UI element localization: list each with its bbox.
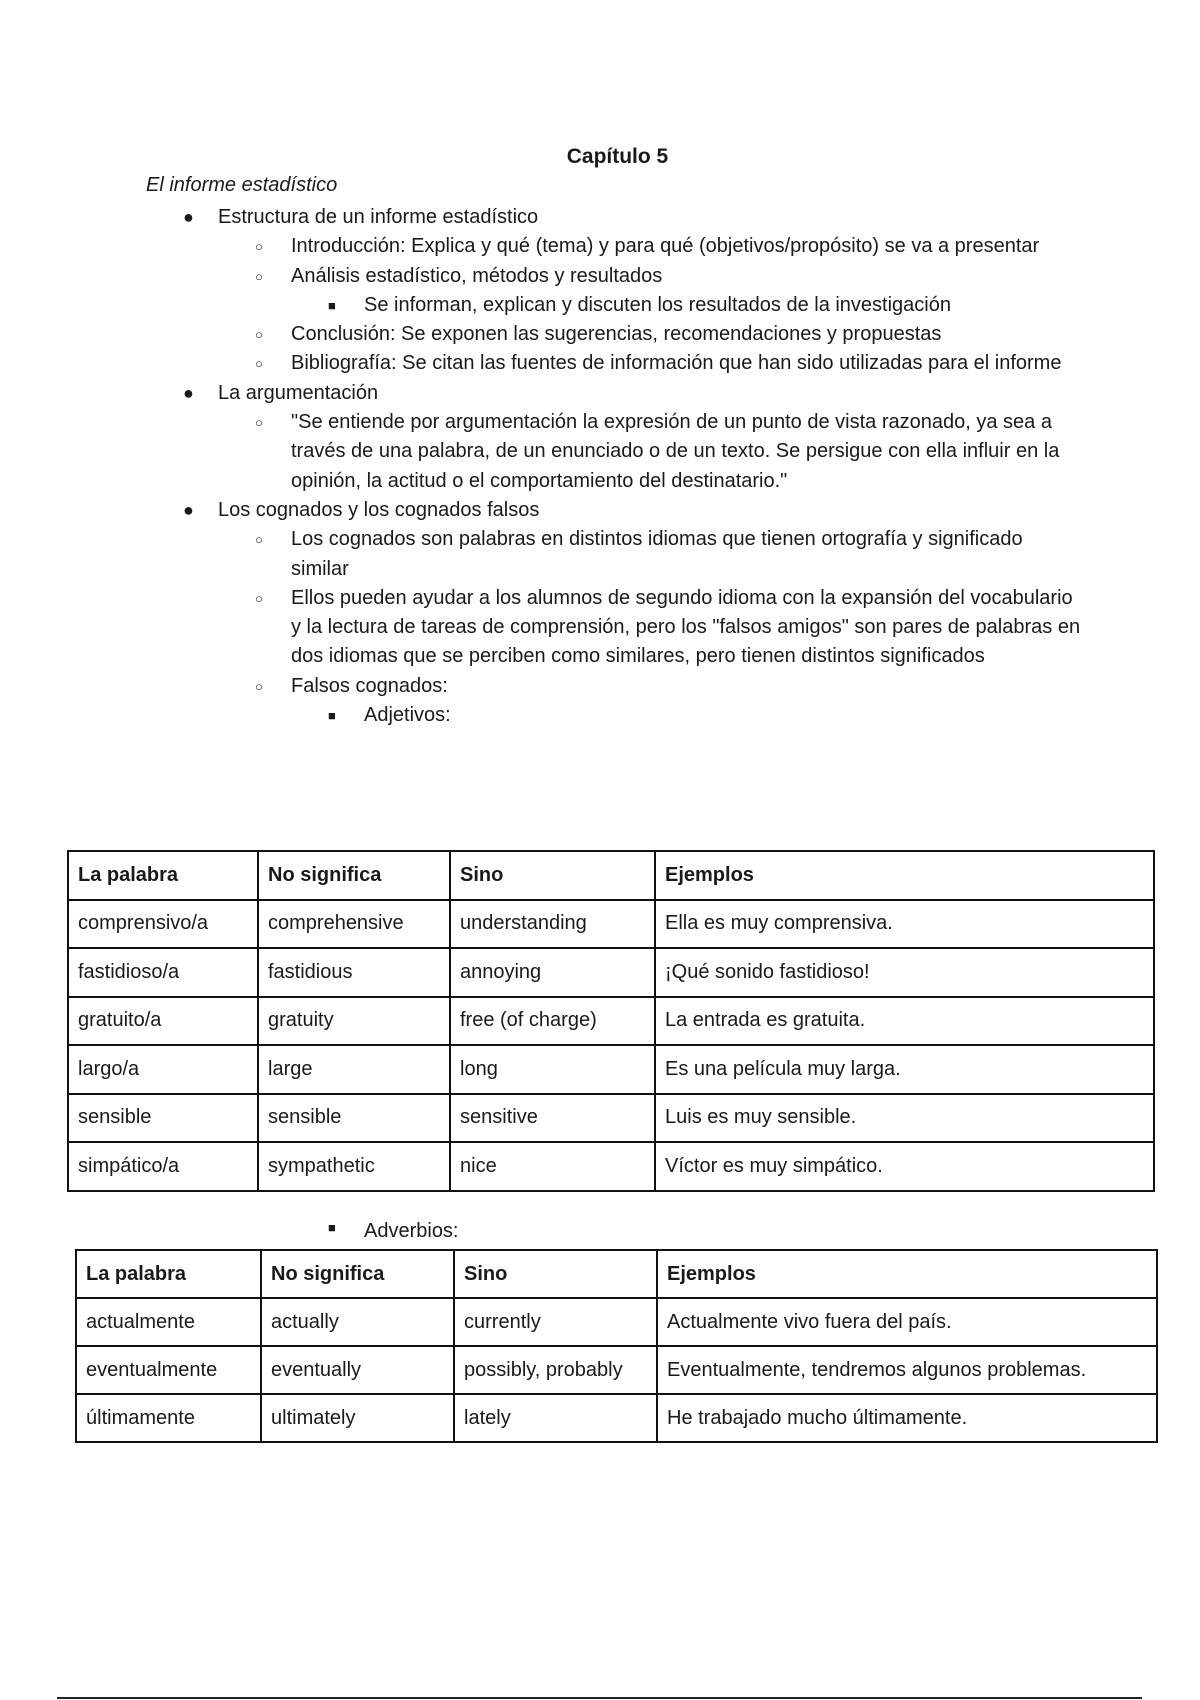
outline-item-text: Adjetivos: bbox=[364, 704, 451, 727]
square-bullet-icon: ■ bbox=[328, 1220, 336, 1235]
table-cell: sensible bbox=[258, 1094, 450, 1143]
outline-item-level-2 bbox=[0, 672, 1081, 701]
outline-item-text: Estructura de un informe estadístico bbox=[218, 206, 539, 228]
outline-item-text: Análisis estadístico, métodos y resultados bbox=[291, 264, 663, 287]
table-cell: fastidious bbox=[258, 948, 450, 997]
table-cell: eventualmente bbox=[76, 1346, 261, 1394]
filled-circle-bullet-icon: ● bbox=[183, 207, 194, 227]
outline-item-text: "Se entiende por argumentación la expresión de un punto de vista razonado, ya sea a través de una palabra, de un enunciado o de un texto. Se persigue con ella influir en la opinión, la actitud o el comportamiento del destinatario." bbox=[291, 411, 1060, 492]
table-row bbox=[76, 1394, 1157, 1442]
outline-item-level-2 bbox=[0, 525, 1081, 584]
table-row bbox=[76, 1298, 1157, 1346]
table-cell: currently bbox=[454, 1298, 657, 1346]
table-cell: comprensivo/a bbox=[68, 900, 258, 949]
table-cell: Eventualmente, tendremos algunos problemas. bbox=[657, 1346, 1157, 1394]
table-cell: long bbox=[450, 1045, 655, 1094]
adjectives-table bbox=[67, 850, 1155, 1192]
table-cell: free (of charge) bbox=[450, 997, 655, 1046]
table-cell: sensible bbox=[68, 1094, 258, 1143]
table-cell: lately bbox=[454, 1394, 657, 1442]
header-cell: No significa bbox=[258, 851, 450, 900]
table-cell: Ella es muy comprensiva. bbox=[655, 900, 1154, 949]
table-cell: nice bbox=[450, 1142, 655, 1191]
footer-divider bbox=[57, 1697, 1142, 1699]
table-cell: actually bbox=[261, 1298, 454, 1346]
outline-item-level-1 bbox=[0, 203, 1200, 232]
adverbs-label bbox=[328, 1220, 459, 1243]
table-cell: comprehensive bbox=[258, 900, 450, 949]
table-row bbox=[68, 1142, 1154, 1191]
table-row bbox=[68, 948, 1154, 997]
table-row bbox=[68, 900, 1154, 949]
table-cell: annoying bbox=[450, 948, 655, 997]
outline-item-text: Introducción: Explica y qué (tema) y para qué (objetivos/propósito) se va a presentar bbox=[291, 235, 1040, 258]
outline-item-level-2 bbox=[0, 584, 1081, 672]
section-subtitle: El informe estadístico bbox=[146, 174, 338, 196]
header-cell: Sino bbox=[450, 851, 655, 900]
hollow-circle-bullet-icon: ○ bbox=[255, 532, 263, 548]
hollow-circle-bullet-icon: ○ bbox=[255, 327, 263, 343]
outline-item-level-3 bbox=[0, 291, 1084, 320]
table-cell: fastidioso/a bbox=[68, 948, 258, 997]
outline-item-text: Ellos pueden ayudar a los alumnos de segundo idioma con la expansión del vocabulario y la lectura de tareas de comprensión, pero los "falsos amigos" son pares de palabras en dos idiomas que se perciben como similares, pero tienen distintos significados bbox=[291, 586, 1081, 668]
table-cell: eventually bbox=[261, 1346, 454, 1394]
table-cell: Actualmente vivo fuera del país. bbox=[657, 1298, 1157, 1346]
outline-item-level-1 bbox=[0, 379, 1200, 408]
table-cell: understanding bbox=[450, 900, 655, 949]
hollow-circle-bullet-icon: ○ bbox=[255, 239, 263, 255]
notes-outline bbox=[0, 203, 1200, 730]
header-cell: La palabra bbox=[76, 1250, 261, 1298]
outline-item-text: Bibliografía: Se citan las fuentes de información que han sido utilizadas para el informe bbox=[291, 352, 1062, 375]
table-cell: La entrada es gratuita. bbox=[655, 997, 1154, 1046]
table-cell: ¡Qué sonido fastidioso! bbox=[655, 948, 1154, 997]
outline-item-text: La argumentación bbox=[218, 381, 379, 404]
table-cell: largo/a bbox=[68, 1045, 258, 1094]
table-cell: gratuito/a bbox=[68, 997, 258, 1046]
table-cell: actualmente bbox=[76, 1298, 261, 1346]
outline-item-text: Los cognados y los cognados falsos bbox=[218, 498, 540, 521]
table-row bbox=[68, 1045, 1154, 1094]
hollow-circle-bullet-icon: ○ bbox=[255, 268, 263, 284]
square-bullet-icon: ■ bbox=[328, 708, 336, 724]
table-cell: sympathetic bbox=[258, 1142, 450, 1191]
outline-item-level-3 bbox=[0, 701, 1084, 730]
table-cell: He trabajado mucho últimamente. bbox=[657, 1394, 1157, 1442]
outline-item-level-2 bbox=[0, 262, 1081, 291]
table-cell: Víctor es muy simpático. bbox=[655, 1142, 1154, 1191]
adverbs-label-text: Adverbios: bbox=[364, 1220, 459, 1242]
table-row bbox=[76, 1346, 1157, 1394]
hollow-circle-bullet-icon: ○ bbox=[255, 678, 263, 694]
page-title: Capítulo 5 bbox=[566, 145, 669, 168]
header-cell: No significa bbox=[261, 1250, 454, 1298]
outline-item-text: Falsos cognados: bbox=[291, 674, 448, 697]
filled-circle-bullet-icon: ● bbox=[183, 499, 194, 520]
table-cell: últimamente bbox=[76, 1394, 261, 1442]
header-cell: Ejemplos bbox=[655, 851, 1154, 900]
header-cell: Sino bbox=[454, 1250, 657, 1298]
square-bullet-icon: ■ bbox=[328, 297, 336, 313]
outline-item-level-2 bbox=[0, 349, 1081, 378]
hollow-circle-bullet-icon: ○ bbox=[255, 590, 263, 606]
header-cell: La palabra bbox=[68, 851, 258, 900]
filled-circle-bullet-icon: ● bbox=[183, 382, 194, 403]
outline-item-text: Se informan, explican y discuten los resultados de la investigación bbox=[364, 293, 951, 316]
outline-item-text: Los cognados son palabras en distintos idiomas que tienen ortografía y significado similar bbox=[291, 528, 1023, 580]
table-cell: large bbox=[258, 1045, 450, 1094]
table-header-row bbox=[76, 1250, 1157, 1298]
table-cell: possibly, probably bbox=[454, 1346, 657, 1394]
table-cell: ultimately bbox=[261, 1394, 454, 1442]
table-cell: sensitive bbox=[450, 1094, 655, 1143]
outline-item-level-2 bbox=[0, 408, 1081, 496]
table-header-row bbox=[68, 851, 1154, 900]
table-row bbox=[68, 997, 1154, 1046]
table-cell: simpático/a bbox=[68, 1142, 258, 1191]
outline-item-text: Conclusión: Se exponen las sugerencias, recomendaciones y propuestas bbox=[291, 323, 942, 346]
adverbs-table bbox=[75, 1249, 1158, 1443]
table-cell: Es una película muy larga. bbox=[655, 1045, 1154, 1094]
hollow-circle-bullet-icon: ○ bbox=[255, 415, 263, 431]
table-cell: gratuity bbox=[258, 997, 450, 1046]
header-cell: Ejemplos bbox=[657, 1250, 1157, 1298]
hollow-circle-bullet-icon: ○ bbox=[255, 356, 263, 372]
outline-item-level-2 bbox=[0, 320, 1081, 349]
outline-item-level-1 bbox=[0, 496, 1200, 525]
table-row bbox=[68, 1094, 1154, 1143]
outline-item-level-2 bbox=[0, 232, 1081, 261]
table-cell: Luis es muy sensible. bbox=[655, 1094, 1154, 1143]
